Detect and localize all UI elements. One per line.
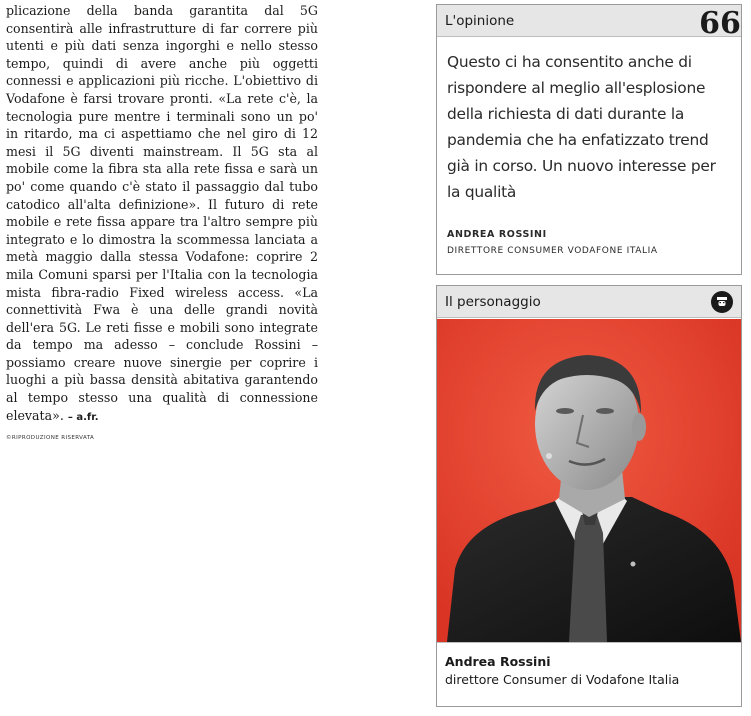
personaggio-box xyxy=(436,285,742,707)
opinion-header xyxy=(437,5,741,41)
opinion-title: L'opinione xyxy=(445,12,515,29)
opinion-box xyxy=(436,4,742,275)
article-signature: – a.fr. xyxy=(67,411,99,423)
person-portrait-icon xyxy=(711,291,733,313)
quote-marks-icon: 66 xyxy=(699,5,741,41)
article-paragraph xyxy=(6,2,318,426)
opinion-author-name: ANDREA ROSSINI xyxy=(447,229,547,240)
caption-name: Andrea Rossini xyxy=(445,654,551,669)
opinion-quote: Questo ci ha consentito anche di rispondere al meglio all'esplosione della richiesta di dati durante la pandemia che ha enfatizzato trend già in corso. Un nuovo interesse per la qualità xyxy=(447,53,716,201)
article-text: plicazione della banda garantita dal 5G consentirà alle infrastrutture di far correre più utenti e più dati senza ingorghi e nello stesso tempo, quindi di avere anche più oggetti connessi e applicazioni più ricche. L'obiettivo di Vodafone è farsi trovare pronti. «La rete c'è, la tecnologia pure mentre i terminali sono un po' in ritardo, ma ci aspettiamo che nel giro di 12 mesi il 5G diventi mainstream. Il 5G sta al mobile come la fibra sta alla rete fissa e sarà un po' come quando c'è stato il passaggio dal tubo catodico all'alta definizione». Il futuro di rete mobile e rete fissa appare tra l'altro sempre più integrato e lo dimostra la scommessa lanciata a metà maggio dalla stessa Vodafone: coprire 2 mila Comuni sparsi per l'Italia con la tecnologia mista fibra-radio Fixed wireless access. «La connettività Fwa è una delle grandi novità dell'era 5G. Le reti fisse e mobili sono integrate da tempo ma adesso – conclude Rossini – possiamo creare nuove sinergie per coprire i luoghi a più bassa densità abitativa garantendo al tempo stesso una qualità di connessione elevata». xyxy=(6,3,318,423)
copyright-notice: ©RIPRODUZIONE RISERVATA xyxy=(6,435,95,442)
portrait-photo xyxy=(437,319,741,643)
opinion-author-role: DIRETTORE CONSUMER VODAFONE ITALIA xyxy=(447,246,658,256)
article-column xyxy=(6,2,318,448)
opinion-body xyxy=(437,37,741,256)
portrait-illustration xyxy=(437,319,741,642)
person-portrait-icon-glyph xyxy=(714,294,730,310)
caption-role: direttore Consumer di Vodafone Italia xyxy=(445,672,680,687)
portrait-caption xyxy=(445,654,679,687)
personaggio-title: Il personaggio xyxy=(445,293,541,310)
personaggio-header xyxy=(437,286,741,318)
